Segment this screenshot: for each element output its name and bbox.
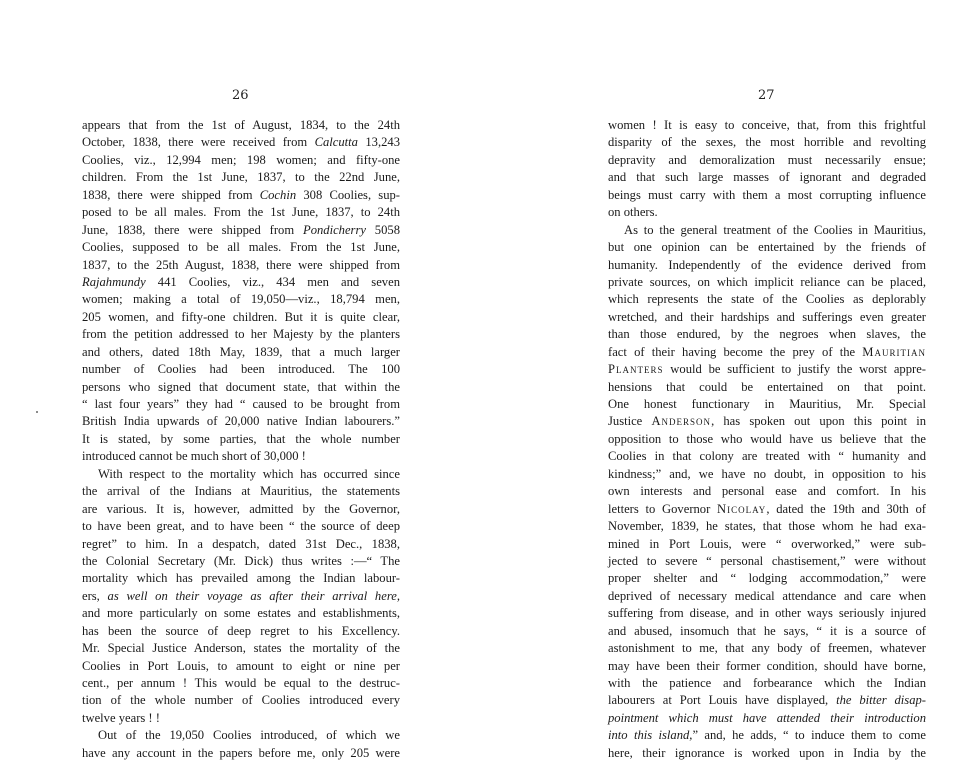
italic-text: into this island, [608, 728, 693, 743]
text-line [608, 623, 926, 640]
text-line [82, 640, 400, 657]
text-segment: kindness;” and, we have no doubt, in opposition to his [608, 466, 926, 481]
text-line [82, 536, 400, 553]
text-line [82, 187, 400, 204]
text-line [608, 448, 926, 465]
text-line [608, 152, 926, 169]
text-line [82, 204, 400, 221]
text-line [608, 692, 926, 709]
text-line [608, 117, 926, 134]
text-line [608, 501, 926, 518]
text-line [82, 222, 400, 239]
text-line [608, 710, 926, 727]
page-number: 27 [758, 88, 775, 103]
text-segment: than those endured, by the negroes when slaves, the [608, 327, 926, 342]
text-segment: are various. It is, however, admitted by the Governor, [82, 501, 400, 516]
text-line [82, 483, 400, 500]
text-segment: from the petition addressed to her Majesty by the planters [82, 327, 400, 342]
text-segment: deprived of necessary medical attendance and care when [608, 588, 926, 603]
text-line [608, 239, 926, 256]
left-page [0, 0, 490, 760]
text-segment: June, 1838, there were shipped from [82, 222, 303, 237]
text-segment: and others, dated 18th May, 1839, that a much larger [82, 344, 400, 359]
text-segment: 1838, there were shipped from [82, 187, 260, 202]
text-line [82, 745, 400, 762]
italic-text: the bitter disap- [836, 693, 926, 708]
text-segment: October, 1838, there were received from [82, 135, 315, 150]
text-segment: tion of the whole number of Coolies introduced every [82, 693, 400, 708]
text-segment: 5058 [365, 222, 400, 237]
text-segment: twelve years ! ! [82, 710, 160, 725]
text-segment: beings must carry with them a most corrupting influence [608, 187, 926, 202]
text-line [82, 727, 400, 744]
text-line [608, 413, 926, 430]
text-line [608, 274, 926, 291]
text-line [608, 588, 926, 605]
text-segment: Out of the 19,050 Coolies introduced, of which we [98, 728, 400, 743]
small-caps-text: Nicolay [717, 501, 767, 516]
text-line [608, 483, 926, 500]
text-segment: may have been their former condition, should have borne, [608, 658, 926, 673]
text-segment: “ last four years” they had “ caused to be brought from [82, 397, 400, 411]
text-segment: mortality which has prevailed among the Indian labour- [82, 571, 400, 586]
text-line [82, 257, 400, 274]
text-segment: humanity. Independently of the evidence derived from [608, 257, 926, 272]
text-line [82, 466, 400, 483]
text-line [608, 291, 926, 308]
text-segment: children. From the 1st June, 1837, to the 22nd June, [82, 170, 400, 185]
text-line [82, 413, 400, 430]
text-line [608, 536, 926, 553]
text-segment: ers, [82, 588, 108, 603]
body-text [82, 117, 400, 762]
text-segment: wretched, and their hardships and sufferings even greater [608, 309, 926, 324]
small-caps-text: Anderson [651, 414, 712, 429]
text-line [608, 257, 926, 274]
text-line [82, 117, 400, 134]
text-line [82, 274, 400, 291]
text-segment: 441 Coolies, viz., 434 men and seven [145, 274, 400, 289]
text-segment: to have been great, and to have been “ the source of deep [82, 519, 400, 534]
text-segment: With respect to the mortality which has occurred since [98, 466, 400, 481]
text-segment: letters to Governor [608, 501, 718, 516]
text-segment: have any account in the papers before me, only 205 were [82, 745, 400, 760]
text-segment: labourers at Port Louis have displayed, [608, 693, 837, 708]
text-segment: Coolies in Port Louis, to amount to eight or nine per [82, 658, 400, 673]
text-segment: mined in Port Louis, were “ overworked,” were sub- [608, 536, 926, 551]
italic-text: pointment which must have attended their introduction [608, 710, 926, 725]
text-line [608, 344, 926, 361]
small-caps-text: Planters [608, 362, 664, 377]
text-segment: 13,243 [357, 135, 400, 150]
text-line [608, 605, 926, 622]
text-segment: suffering from disease, and in other ways seriously injured [608, 606, 926, 621]
text-line [82, 675, 400, 692]
text-line [608, 309, 926, 326]
text-line [82, 623, 400, 640]
text-segment: disparity of the sexes, the most horrible and revolting [608, 135, 926, 150]
text-line [608, 134, 926, 151]
text-segment: jected to severe “ personal chastisement,” were without [608, 553, 926, 568]
text-segment: Justice [608, 414, 652, 429]
text-line [608, 187, 926, 204]
text-segment: but one opinion can be entertained by the friends of [608, 240, 926, 255]
italic-text: Pondicherry [303, 222, 366, 237]
text-segment: has been the source of deep regret to his Excellency. [82, 623, 400, 638]
text-line [608, 222, 926, 239]
text-line [82, 448, 400, 465]
text-segment: own interests and personal ease and comfort. In his [608, 484, 926, 499]
scan-speck [36, 411, 38, 413]
text-line [608, 204, 926, 221]
text-segment: One honest functionary in Mauritius, Mr. Special [608, 397, 926, 411]
text-line [82, 588, 400, 605]
text-segment: It is stated, by some parties, that the whole number [82, 431, 400, 446]
text-line [608, 326, 926, 343]
body-text [608, 117, 926, 762]
text-segment: November, 1839, he states, that those whom he had exa- [608, 519, 926, 534]
text-segment: 308 Coolies, sup- [296, 187, 400, 202]
text-segment: would be sufficient to justify the worst appre- [663, 362, 926, 377]
text-line [82, 152, 400, 169]
text-line [82, 344, 400, 361]
text-line [82, 134, 400, 151]
right-page [490, 0, 980, 760]
text-segment: opposition to those who would have us believe that the [608, 431, 926, 446]
text-segment: women ! It is easy to conceive, that, from this frightful [608, 118, 926, 132]
text-segment: number of Coolies had been introduced. The 100 [82, 362, 400, 377]
text-line [82, 431, 400, 448]
text-line [608, 466, 926, 483]
text-line [608, 570, 926, 587]
text-line [82, 692, 400, 709]
text-segment: , dated the 19th and 30th of [766, 501, 926, 516]
text-line [608, 361, 926, 378]
text-segment: Mr. Special Justice Anderson, states the mortality of the [82, 641, 400, 656]
text-line [82, 518, 400, 535]
text-segment: proper shelter and “ lodging accommodation,” were [608, 571, 926, 586]
text-line [82, 710, 400, 727]
text-segment: 205 women, and fifty-one children. But it is quite clear, [82, 309, 400, 324]
text-segment: , has spoken out upon this point in [711, 414, 926, 429]
text-segment: and more particularly on some estates and establishments, [82, 606, 400, 621]
italic-text: Calcutta [314, 135, 358, 150]
text-line [82, 169, 400, 186]
text-segment: cent., per annum ! This would be equal to the destruc- [82, 676, 400, 690]
text-line [82, 605, 400, 622]
text-segment: astonishment to me, that any body of freemen, whatever [608, 641, 926, 656]
text-line [82, 501, 400, 518]
text-line [608, 518, 926, 535]
text-segment: and that such large masses of ignorant and degraded [608, 170, 926, 185]
text-line [608, 553, 926, 570]
italic-text: Cochin [259, 187, 297, 202]
text-segment: regret” to him. In a despatch, dated 31st Dec., 1838, [82, 536, 400, 551]
text-line [608, 640, 926, 657]
text-segment: 1837, to the 25th August, 1838, there were shipped from [82, 257, 400, 272]
text-line [608, 431, 926, 448]
italic-text: Rajahmundy [82, 274, 146, 289]
small-caps-text: Mauritian [862, 344, 926, 359]
text-segment: and abused, insomuch that he says, “ it is a source of [608, 623, 926, 638]
text-segment: private sources, on which implicit reliance can be placed, [608, 274, 926, 289]
text-line [82, 291, 400, 308]
text-line [608, 675, 926, 692]
text-segment: which represents the state of the Coolies as deplorably [608, 292, 926, 307]
text-line [608, 658, 926, 675]
text-line [82, 239, 400, 256]
text-line [608, 169, 926, 186]
text-segment: the Colonial Secretary (Mr. Dick) thus writes :—“ The [82, 553, 400, 568]
text-line [82, 658, 400, 675]
text-line [82, 396, 400, 413]
text-line [82, 326, 400, 343]
page-number: 26 [232, 88, 249, 103]
text-segment: As to the general treatment of the Coolies in Mauritius, [624, 222, 926, 237]
text-line [82, 361, 400, 378]
text-segment: fact of their having become the prey of the [608, 344, 863, 359]
text-line [608, 396, 926, 413]
text-segment: women; making a total of 19,050—viz., 18,794 men, [82, 292, 400, 307]
text-segment: Coolies, supposed to be all males. From the 1st June, [82, 240, 400, 255]
text-segment: with the patience and forbearance which the Indian [608, 676, 926, 690]
text-segment: persons who signed that document state, that within the [82, 379, 400, 394]
text-line [82, 309, 400, 326]
text-segment: Coolies in that colony are treated with “ humanity and [608, 449, 926, 464]
text-segment: depravity and demoralization must necessarily ensue; [608, 152, 926, 167]
text-segment: posed to be all males. From the 1st June, 1837, to 24th [82, 205, 400, 220]
text-segment: on others. [608, 205, 658, 220]
text-segment: appears that from the 1st of August, 1834, to the 24th [82, 118, 400, 132]
text-segment: hensions that could be entertained on that point. [608, 379, 926, 394]
text-segment: here, their ignorance is worked upon in India by the [608, 745, 926, 760]
text-segment: introduced cannot be much short of 30,000 ! [82, 449, 306, 464]
italic-text: as well on their voyage as after their arrival here, [107, 588, 400, 603]
text-line [82, 379, 400, 396]
text-segment: British India upwards of 20,000 native Indian labourers.” [82, 414, 400, 429]
text-segment: the arrival of the Indians at Mauritius, the statements [82, 484, 400, 499]
text-segment: ” and, he adds, “ to induce them to come [692, 728, 926, 743]
text-segment: Coolies, viz., 12,994 men; 198 women; and fifty-one [82, 152, 400, 167]
text-line [608, 727, 926, 744]
text-line [608, 379, 926, 396]
text-line [82, 570, 400, 587]
text-line [82, 553, 400, 570]
text-line [608, 745, 926, 762]
